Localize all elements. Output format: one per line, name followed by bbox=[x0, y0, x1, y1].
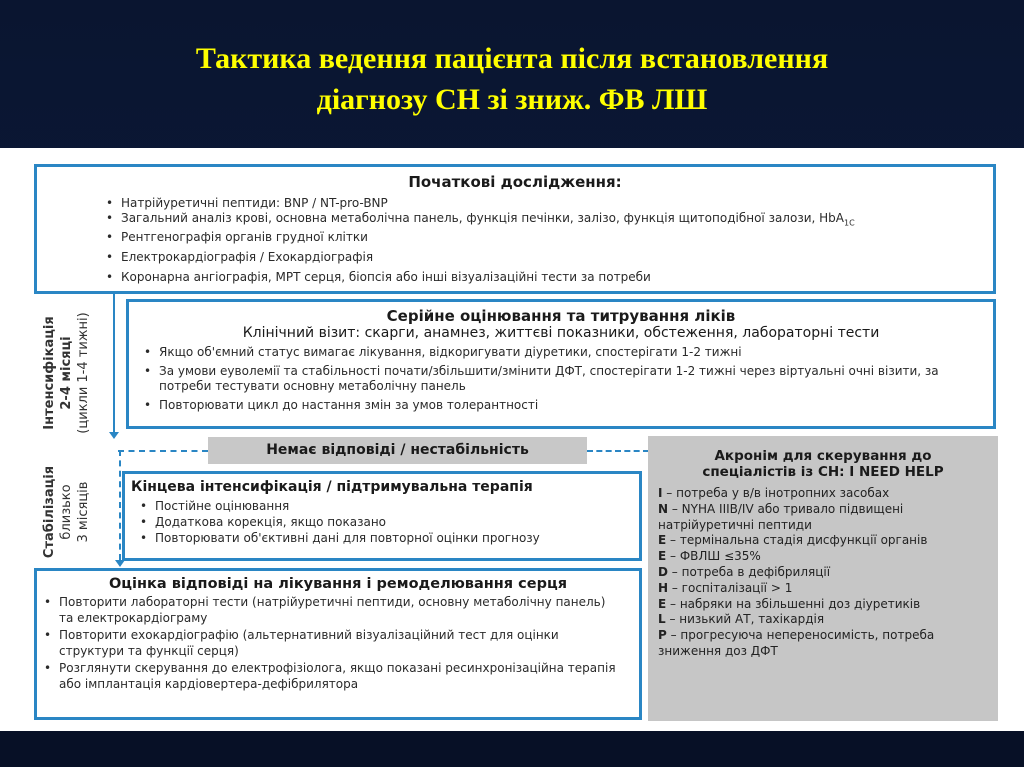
acronym-item bbox=[658, 597, 998, 613]
serial-assessment-box bbox=[126, 299, 996, 429]
acronym-letter: I bbox=[658, 486, 663, 500]
bottom-bar bbox=[0, 731, 1024, 767]
acronym-text: – госпіталізації > 1 bbox=[668, 580, 793, 595]
serial-header: Серійне оцінювання та титрування ліків bbox=[386, 307, 736, 325]
acronym-letter: E bbox=[658, 596, 667, 611]
list-item: • За умови еуволемії та стабільності почати/збільшити/змінити ДФТ, спостерігати 1-2 тижні через віртуальні очні візити, за потреби тестувати основну метаболічну панель bbox=[159, 364, 939, 394]
acronym-letter: D bbox=[658, 564, 668, 579]
intensification-side-label bbox=[41, 280, 95, 466]
acronym-text: – NYHA IIIB/IV або тривало підвищені натрійуретичні пептиди bbox=[658, 501, 904, 532]
acronym-list bbox=[648, 480, 998, 660]
acronym-item bbox=[658, 533, 998, 549]
acronym-item bbox=[658, 612, 998, 628]
intensification-cycles: (цикли 1-4 тижні) bbox=[76, 312, 91, 434]
acronym-letter: P bbox=[658, 628, 667, 643]
acronym-item bbox=[658, 486, 998, 502]
acronym-text: – потреба в дефібриляції bbox=[667, 564, 831, 579]
evaluation-box bbox=[34, 568, 642, 720]
acronym-item bbox=[658, 502, 958, 534]
stabilization-side-label bbox=[41, 452, 95, 572]
acronym-item bbox=[658, 549, 998, 565]
list-item: • Якщо об'ємний статус вимагає лікування, відкоригувати діуретики, спостерігати 1-2 тижні bbox=[159, 345, 939, 360]
acronym-box bbox=[648, 436, 998, 721]
acronym-text: – низький АТ, тахікардія bbox=[665, 612, 825, 627]
dashed-connector bbox=[118, 450, 208, 452]
list-item bbox=[121, 211, 993, 230]
no-response-bar bbox=[208, 437, 587, 464]
list-item-text: Загальний аналіз крові, основна метаболічна панель, функція печінки, залізо, функція щитоподібної залози, HbA bbox=[121, 211, 844, 225]
final-header: Кінцева інтенсифікація / підтримувальна терапія bbox=[131, 479, 533, 495]
stabilization-label: Стабілізація bbox=[42, 465, 57, 559]
list-item: • Рентгенографія органів грудної клітки bbox=[121, 230, 993, 245]
acronym-letter: L bbox=[658, 612, 666, 627]
stabilization-approx: близько bbox=[59, 484, 74, 540]
acronym-letter: E bbox=[658, 549, 667, 564]
hba-subscript: 1C bbox=[843, 218, 855, 228]
list-item: • Повторити ехокардіографію (альтернативний візуалізаційний тест для оцінки структури та функції серця) bbox=[59, 628, 619, 659]
acronym-text: – прогресуюча непереносимість, потреба зниження доз ДФТ bbox=[658, 628, 935, 658]
acronym-letter: E bbox=[658, 533, 667, 548]
acronym-text: – ФВЛШ ≤35% bbox=[666, 549, 761, 564]
connector-stabilization bbox=[119, 450, 121, 560]
list-item: • Повторювати об'єктивні дані для повторної оцінки прогнозу bbox=[155, 530, 639, 546]
list-item: • Повторювати цикл до настання змін за умов толерантності bbox=[159, 398, 939, 413]
slide-title-line1: Тактика ведення пацієнта після встановлення bbox=[195, 42, 829, 75]
evaluation-header: Оцінка відповіді на лікування і ремоделювання серця bbox=[108, 576, 568, 592]
intensification-label: Інтенсифікація bbox=[42, 316, 57, 430]
arrow-down-1 bbox=[109, 432, 119, 439]
dashed-connector-right bbox=[587, 450, 649, 452]
list-item: • Електрокардіографія / Ехокардіографія bbox=[121, 250, 993, 265]
acronym-item bbox=[658, 565, 998, 581]
intensification-period: 2-4 місяці bbox=[59, 336, 74, 410]
acronym-header bbox=[648, 448, 998, 480]
serial-subheader: Клінічний візит: скарги, анамнез, життєві показники, обстеження, лабораторні тести bbox=[242, 325, 880, 341]
initial-investigations-box bbox=[34, 164, 996, 294]
no-response-label: Немає відповіді / нестабільність bbox=[266, 442, 529, 458]
list-item: • Коронарна ангіографія, МРТ серця, біопсія або інші візуалізаційні тести за потреби bbox=[121, 270, 993, 285]
connector-intensification bbox=[113, 293, 115, 433]
acronym-header-line2: спеціалістів із СН: I NEED HELP bbox=[702, 464, 944, 480]
stabilization-period: 3 місяців bbox=[76, 481, 91, 543]
acronym-letter: H bbox=[658, 580, 669, 595]
initial-header: Початкові дослідження: bbox=[408, 173, 622, 191]
slide-title bbox=[0, 38, 1024, 120]
acronym-item bbox=[658, 581, 998, 597]
list-item: • Розглянути скерування до електрофізіолога, якщо показані ресинхронізаційна терапія або імплантація кардіовертера-дефібрилятора bbox=[59, 661, 619, 692]
final-intensification-box bbox=[122, 471, 642, 561]
acronym-text: – термінальна стадія дисфункції органів bbox=[666, 533, 928, 548]
acronym-header-line1: Акронім для скерування до bbox=[714, 448, 932, 464]
acronym-item bbox=[658, 628, 958, 660]
list-item: • Натрійуретичні пептиди: BNP / NT-pro-BNP bbox=[121, 196, 993, 211]
acronym-letter: N bbox=[658, 501, 669, 516]
list-item: • Повторити лабораторні тести (натрійуретичні пептиди, основну метаболічну панель) та електрокардіограму bbox=[59, 595, 619, 626]
list-item: • Постійне оцінювання bbox=[155, 498, 639, 514]
acronym-text: – набряки на збільшенні доз діуретиків bbox=[666, 596, 921, 611]
acronym-text: – потреба у в/в інотропних засобах bbox=[662, 486, 890, 500]
slide-title-line2: діагнозу СН зі зниж. ФВ ЛШ bbox=[316, 83, 708, 116]
list-item: • Додаткова корекція, якщо показано bbox=[155, 514, 639, 530]
arrow-down-2 bbox=[115, 560, 125, 567]
